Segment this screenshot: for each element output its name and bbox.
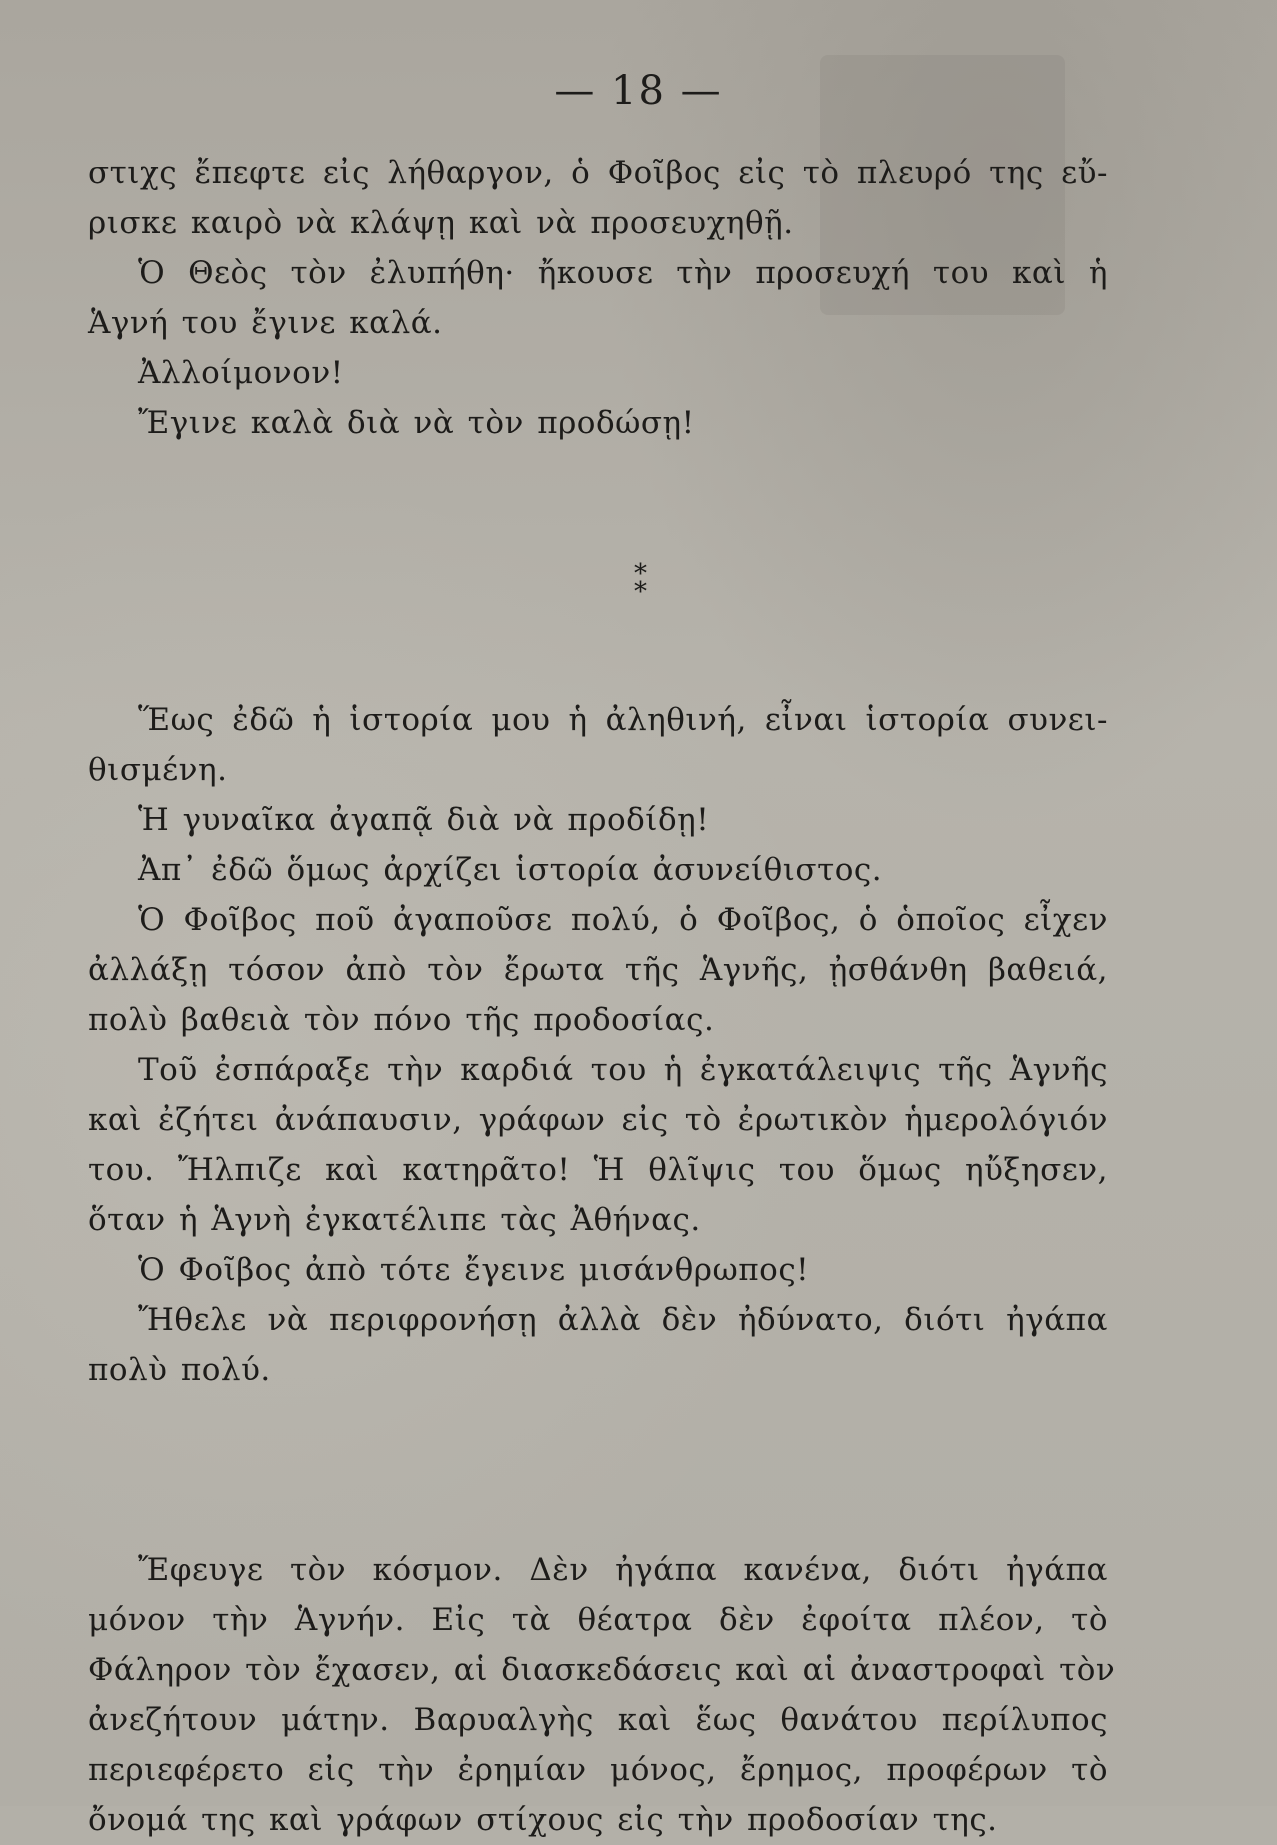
text-line: στιχς ἔπεφτε εἰς λήθαργον, ὁ Φοῖβος εἰς τὸ πλευρό της εὔ-	[88, 155, 1108, 191]
text-line: Ἁγνή του ἔγινε καλά.	[88, 305, 443, 341]
text-line: ρισκε καιρὸ νὰ κλάψῃ καὶ νὰ προσευχηθῇ.	[88, 205, 794, 241]
text-line: ἀλλάξῃ τόσον ἀπὸ τὸν ἔρωτα τῆς Ἁγνῆς, ᾐσθάνθη βαθειά,	[88, 952, 1108, 988]
text-line: Ἔγινε καλὰ διὰ νὰ τὸν προδώσῃ!	[138, 405, 695, 441]
text-line: ὄνομά της καὶ γράφων στίχους εἰς τὴν προδοσίαν της.	[88, 1802, 998, 1838]
text-line: περιεφέρετο εἰς τὴν ἐρημίαν μόνος, ἔρημος, προφέρων τὸ	[88, 1752, 1108, 1788]
text-line: καὶ ἐζήτει ἀνάπαυσιν, γράφων εἰς τὸ ἐρωτικὸν ἡμερολόγιόν	[88, 1102, 1108, 1138]
paragraph-block-top	[88, 148, 1108, 448]
text-line: Ἕως ἐδῶ ἡ ἱστορία μου ἡ ἀληθινή, εἶναι ἱστορία συνει-	[138, 702, 1108, 738]
text-line: Ἀλλοίμονον!	[138, 355, 344, 391]
text-line: ὅταν ἡ Ἁγνὴ ἐγκατέλιπε τὰς Ἀθήνας.	[88, 1202, 701, 1238]
text-line: Ὁ Φοῖβος ἀπὸ τότε ἔγεινε μισάνθρωπος!	[138, 1252, 810, 1288]
text-line: Ἤθελε νὰ περιφρονήσῃ ἀλλὰ δὲν ἠδύνατο, διότι ἠγάπα	[138, 1302, 1108, 1338]
text-line: Τοῦ ἐσπάραξε τὴν καρδιά του ἡ ἐγκατάλειψις τῆς Ἁγνῆς	[138, 1052, 1108, 1088]
text-line: Ὁ Θεὸς τὸν ἐλυπήθη· ἤκουσε τὴν προσευχή του καὶ ἡ	[138, 255, 1108, 291]
text-line: πολὺ βαθειὰ τὸν πόνο τῆς προδοσίας.	[88, 1002, 715, 1038]
paragraph-block-middle	[88, 695, 1108, 1395]
text-line: πολὺ πολύ.	[88, 1352, 271, 1388]
text-line: Φάληρον τὸν ἔχασεν, αἱ διασκεδάσεις καὶ αἱ ἀναστροφαὶ τὸν	[88, 1652, 1116, 1688]
page-number: — 18 —	[554, 68, 723, 114]
text-line: μόνον τὴν Ἁγνήν. Εἰς τὰ θέατρα δὲν ἐφοίτα πλέον, τὸ	[88, 1602, 1108, 1638]
text-line: Ἀπ᾽ ἐδῶ ὅμως ἀρχίζει ἱστορία ἀσυνείθιστος.	[138, 852, 883, 888]
paragraph-block-bottom	[88, 1545, 1116, 1845]
text-line: Ὁ Φοῖβος ποῦ ἀγαποῦσε πολύ, ὁ Φοῖβος, ὁ ὁποῖος εἶχεν	[138, 902, 1108, 938]
text-line: Ἔφευγε τὸν κόσμον. Δὲν ἠγάπα κανένα, διότι ἠγάπα	[138, 1552, 1108, 1588]
section-separator-asterisks: * *	[634, 559, 643, 607]
text-line: ἀνεζήτουν μάτην. Βαρυαλγὴς καὶ ἕως θανάτου περίλυπος	[88, 1702, 1108, 1738]
text-line: του. Ἤλπιζε καὶ κατηρᾶτο! Ἡ θλῖψις του ὅμως ηὔξησεν,	[88, 1152, 1108, 1188]
text-line: θισμένη.	[88, 752, 228, 788]
text-line: Ἡ γυναῖκα ἀγαπᾷ διὰ νὰ προδίδῃ!	[138, 802, 710, 838]
